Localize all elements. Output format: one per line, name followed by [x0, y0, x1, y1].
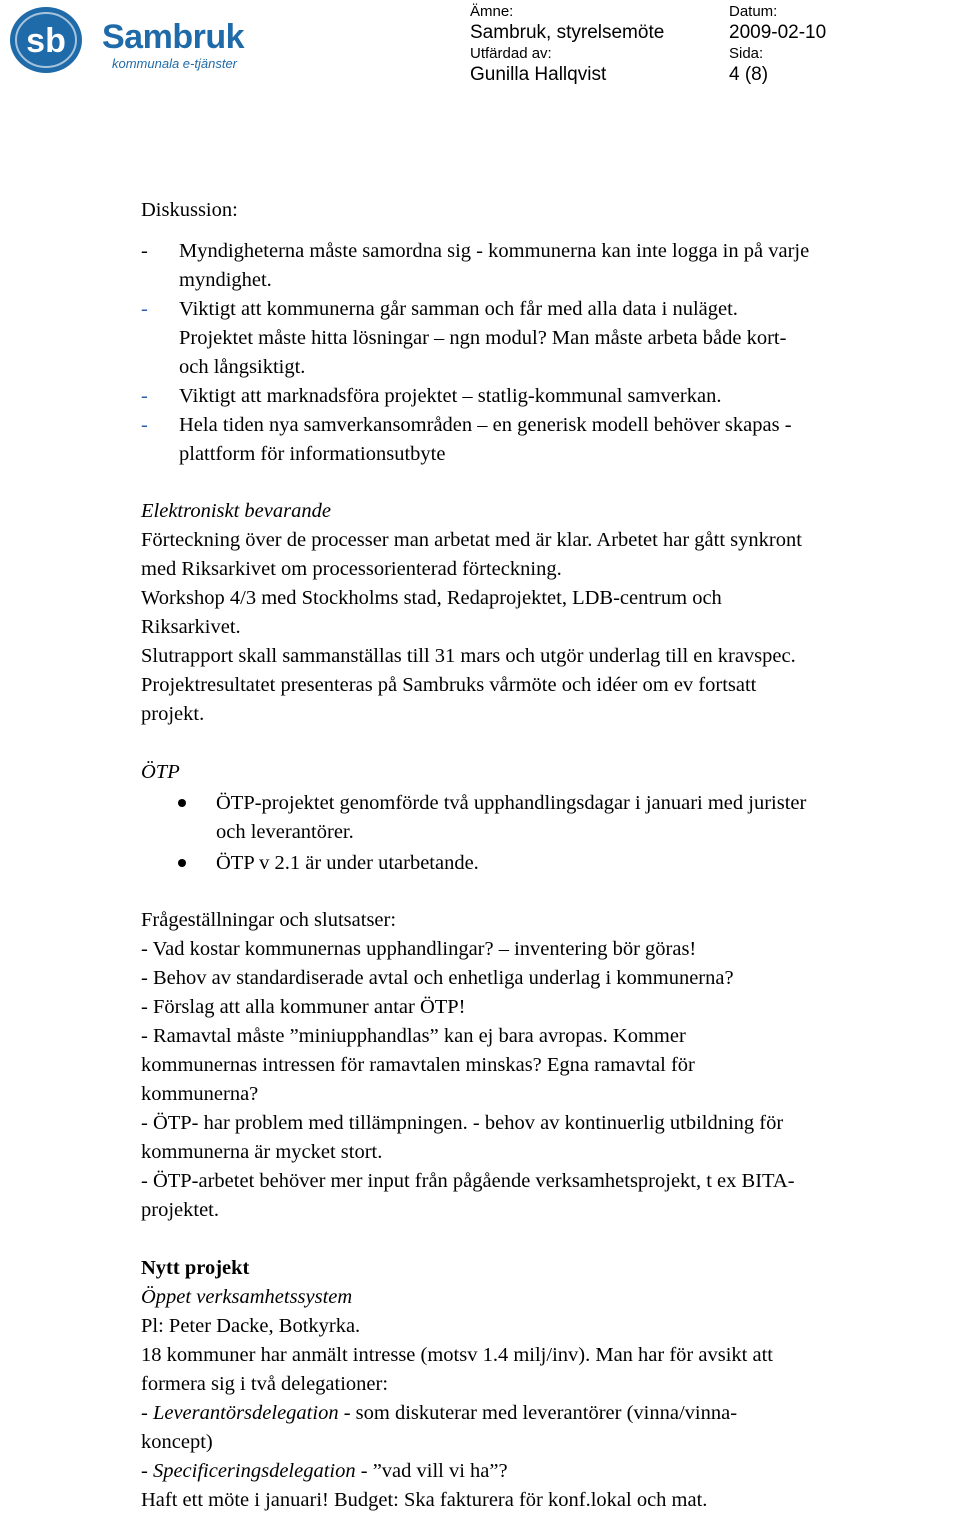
paragraph-line: - Förslag att alla kommuner antar ÖTP! [141, 996, 466, 1018]
paragraph-line: kommunerna? [141, 1083, 259, 1105]
paragraph-line: projektet. [141, 1199, 219, 1221]
discussion-heading: Diskussion: [141, 199, 238, 221]
delegation-line [141, 1457, 508, 1486]
delegation-text: - ”vad vill vi ha”? [355, 1460, 508, 1482]
paragraph-line: med Riksarkivet om processorienterad förteckning. [141, 558, 562, 580]
issuer-label: Utfärdad av: [470, 45, 552, 62]
paragraph-line: - Behov av standardiserade avtal och enhetliga underlag i kommunerna? [141, 967, 734, 989]
issuer-value: Gunilla Hallqvist [470, 64, 607, 85]
list-item: Hela tiden nya samverkansområden – en generisk modell behöver skapas - [179, 414, 792, 436]
paragraph-line: Förteckning över de processer man arbetat med är klar. Arbetet har gått synkront [141, 529, 802, 551]
bullet-item: ÖTP-projektet genomförde två upphandlingsdagar i januari med jurister [216, 792, 807, 814]
sambruk-badge-icon [6, 4, 90, 74]
delegation-name: Specificeringsdelegation [152, 1460, 356, 1482]
paragraph-line: Workshop 4/3 med Stockholms stad, Redaprojektet, LDB-centrum och [141, 587, 722, 609]
new-project-subheading: Öppet verksamhetssystem [141, 1286, 353, 1308]
bullet-item: och leverantörer. [216, 821, 354, 843]
dash-marker: - [141, 414, 148, 436]
dash-marker: - [141, 240, 148, 262]
logo-tagline: kommunala e-tjänster [112, 56, 237, 71]
delegation-prefix: - [141, 1460, 153, 1482]
paragraph-line: - Ramavtal måste ”miniupphandlas” kan ej bara avropas. Kommer [141, 1025, 686, 1047]
new-project-heading: Nytt projekt [141, 1257, 250, 1279]
list-item: Viktigt att marknadsföra projektet – statlig-kommunal samverkan. [179, 385, 722, 407]
page-value: 4 (8) [729, 64, 769, 85]
paragraph-line: formera sig i två delegationer: [141, 1373, 389, 1395]
list-item: plattform för informationsutbyte [179, 443, 446, 465]
paragraph-line: - ÖTP- har problem med tillämpningen. - behov av kontinuerlig utbildning för [141, 1112, 784, 1134]
logo-name: Sambruk [102, 18, 244, 56]
dash-marker: - [141, 385, 148, 407]
page-label: Sida: [729, 45, 764, 62]
list-item: och långsiktigt. [179, 356, 306, 378]
delegation-line [141, 1399, 737, 1428]
preservation-heading: Elektroniskt bevarande [141, 500, 331, 522]
subject-value: Sambruk, styrelsemöte [470, 22, 665, 43]
paragraph-line: Riksarkivet. [141, 616, 241, 638]
paragraph-line: 18 kommuner har anmält intresse (motsv 1.4 milj/inv). Man har för avsikt att [141, 1344, 773, 1366]
paragraph-line: - Vad kostar kommunernas upphandlingar? – inventering bör göras! [141, 938, 697, 960]
paragraph-line: projekt. [141, 703, 205, 725]
list-item: Projektet måste hitta lösningar – ngn modul? Man måste arbeta både kort- [179, 327, 787, 349]
paragraph-line: - ÖTP-arbetet behöver mer input från pågående verksamhetsprojekt, t ex BITA- [141, 1170, 795, 1192]
date-label: Datum: [729, 3, 778, 20]
subject-label: Ämne: [470, 3, 514, 20]
questions-heading: Frågeställningar och slutsatser: [141, 909, 397, 931]
delegation-text: - som diskuterar med leverantörer (vinna/vinna- [338, 1402, 738, 1424]
date-value: 2009-02-10 [729, 22, 827, 43]
paragraph-line: Slutrapport skall sammanställas till 31 mars och utgör underlag till en kravspec. [141, 645, 796, 667]
paragraph-line: Projektresultatet presenteras på Sambruks vårmöte och idéer om ev fortsatt [141, 674, 757, 696]
sambruk-logo [6, 4, 256, 76]
list-item: myndighet. [179, 269, 272, 291]
paragraph-line: kommunernas intressen för ramavtalen minskas? Egna ramavtal för [141, 1054, 695, 1076]
paragraph-line: koncept) [141, 1431, 213, 1453]
project-leader: Pl: Peter Dacke, Botkyrka. [141, 1315, 361, 1337]
list-item: Viktigt att kommunerna går samman och får med alla data i nuläget. [179, 298, 738, 320]
paragraph-line: Haft ett möte i januari! Budget: Ska fakturera för konf.lokal och mat. [141, 1489, 708, 1511]
bullet-icon [178, 859, 186, 867]
badge-text: sb [26, 22, 66, 60]
bullet-icon [178, 799, 186, 807]
otp-heading: ÖTP [141, 761, 180, 783]
delegation-prefix: - [141, 1402, 153, 1424]
delegation-name: Leverantörsdelegation [152, 1402, 339, 1424]
dash-marker: - [141, 298, 148, 320]
list-item: Myndigheterna måste samordna sig - kommunerna kan inte logga in på varje [179, 240, 810, 262]
bullet-item: ÖTP v 2.1 är under utarbetande. [216, 852, 479, 874]
paragraph-line: kommunerna är mycket stort. [141, 1141, 383, 1163]
